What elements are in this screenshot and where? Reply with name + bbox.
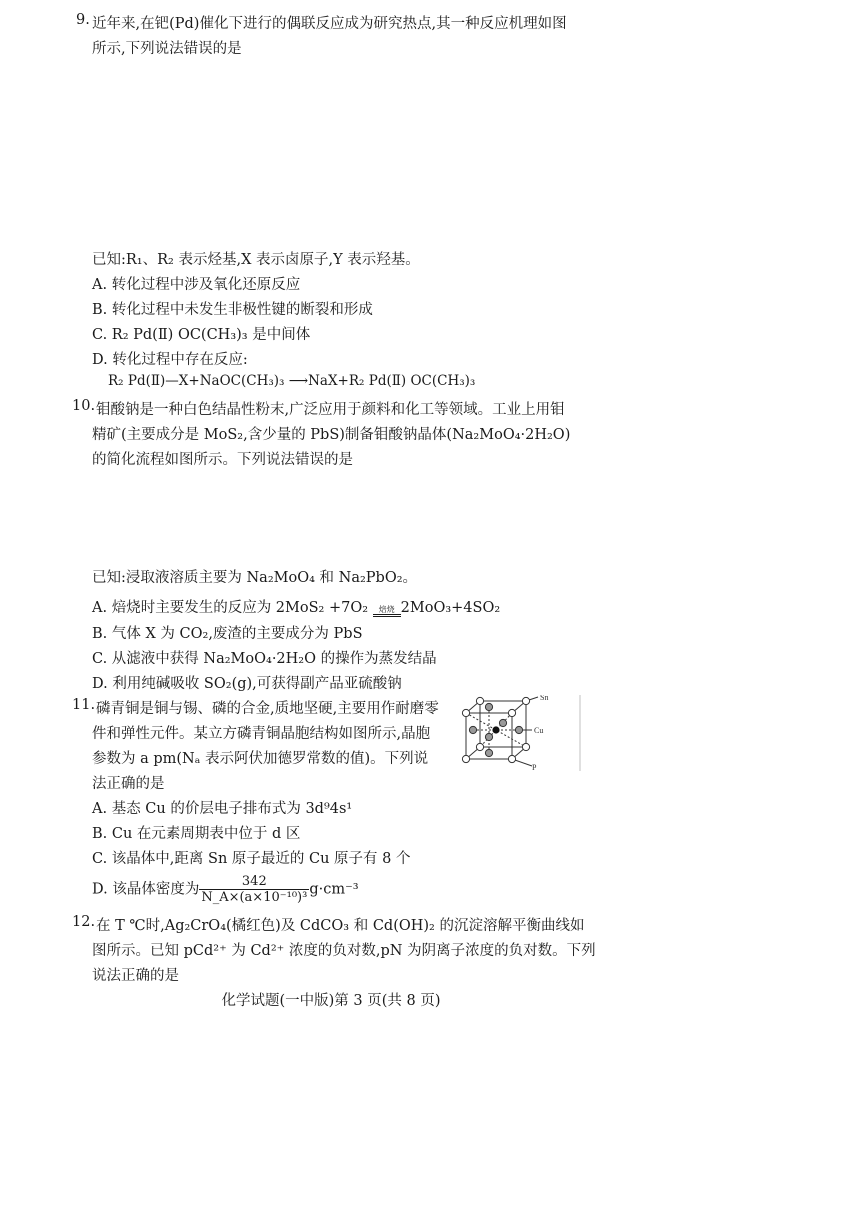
q9-number: 9.	[76, 12, 90, 28]
q10-condition: 焙烧	[373, 605, 401, 617]
q11-number: 11.	[72, 697, 96, 713]
q10-stem-line1: 钼酸钠是一种白色结晶性粉末,广泛应用于颜料和化工等领域。工业上用钼	[96, 402, 565, 418]
q10-option-a	[92, 596, 500, 617]
unit-cell-diagram	[458, 695, 582, 771]
q10-option-c: C. 从滤液中获得 Na₂MoO₄·2H₂O 的操作为蒸发结晶	[92, 651, 437, 667]
density-fraction	[199, 874, 309, 905]
q9-reaction: R₂ Pd(Ⅱ)—X+NaOC(CH₃)₃ ⟶NaX+R₂ Pd(Ⅱ) OC(CH₃)₃	[108, 373, 476, 389]
density-unit: g·cm⁻³	[309, 881, 359, 898]
crystal-cell-figure	[458, 695, 582, 775]
q10-option-b: B. 气体 X 为 CO₂,废渣的主要成分为 PbS	[92, 626, 363, 642]
q10-stem-line2: 精矿(主要成分是 MoS₂,含少量的 PbS)制备钼酸钠晶体(Na₂MoO₄·2H₂O)	[92, 427, 571, 443]
q12-stem-line3: 说法正确的是	[92, 968, 179, 984]
q10-stem-line3: 的简化流程如图所示。下列说法错误的是	[92, 452, 353, 468]
label-cu: Cu	[534, 726, 544, 735]
q11-option-d-prefix: D. 该晶体密度为	[92, 881, 200, 898]
q9-option-d: D. 转化过程中存在反应:	[92, 352, 248, 368]
q9-option-b: B. 转化过程中未发生非极性键的断裂和形成	[92, 302, 373, 318]
q9-stem-line2: 所示,下列说法错误的是	[92, 41, 242, 57]
label-sn: Sn	[540, 695, 549, 702]
page-footer: 化学试题(一中版)第 3 页(共 8 页)	[221, 993, 441, 1009]
density-numerator: 342	[199, 874, 309, 890]
q10-condition-arrow	[373, 605, 401, 617]
q10-option-a-suffix: 2MoO₃+4SO₂	[400, 600, 501, 616]
q12-stem-line2: 图所示。已知 pCd²⁺ 为 Cd²⁺ 浓度的负对数,pN 为阴离子浓度的负对数。下列	[92, 943, 596, 959]
label-p: P	[532, 763, 537, 771]
q12-number: 12.	[72, 914, 96, 930]
q11-stem-line3: 参数为 a pm(Nₐ 表示阿伏加德罗常数的值)。下列说	[92, 751, 429, 767]
q11-option-a: A. 基态 Cu 的价层电子排布式为 3d⁹4s¹	[92, 801, 353, 817]
q12-stem-line1: 在 T ℃时,Ag₂CrO₄(橘红色)及 CdCO₃ 和 Cd(OH)₂ 的沉淀溶解平衡曲线如	[96, 918, 585, 934]
q10-option-d: D. 利用纯碱吸收 SO₂(g),可获得副产品亚硫酸钠	[92, 676, 402, 692]
q11-stem-line1: 磷青铜是铜与锡、磷的合金,质地坚硬,主要用作耐磨零	[96, 701, 439, 717]
q11-option-b: B. Cu 在元素周期表中位于 d 区	[92, 826, 301, 842]
q10-number: 10.	[72, 398, 96, 414]
q11-option-d	[92, 874, 359, 905]
q9-known: 已知:R₁、R₂ 表示烃基,X 表示卤原子,Y 表示羟基。	[92, 252, 420, 268]
q9-option-c: C. R₂ Pd(Ⅱ) OC(CH₃)₃ 是中间体	[92, 327, 311, 343]
q11-stem-line2: 件和弹性元件。某立方磷青铜晶胞结构如图所示,晶胞	[92, 726, 431, 742]
q11-option-c: C. 该晶体中,距离 Sn 原子最近的 Cu 原子有 8 个	[92, 851, 411, 867]
density-denominator: N_A×(a×10⁻¹⁰)³	[201, 890, 308, 905]
q10-known: 已知:浸取液溶质主要为 Na₂MoO₄ 和 Na₂PbO₂。	[92, 570, 418, 586]
q9-stem-line1: 近年来,在钯(Pd)催化下进行的偶联反应成为研究热点,其一种反应机理如图	[92, 16, 567, 32]
q9-option-a: A. 转化过程中涉及氧化还原反应	[92, 277, 301, 293]
q11-stem-line4: 法正确的是	[92, 776, 165, 792]
q10-option-a-prefix: A. 焙烧时主要发生的反应为 2MoS₂ +7O₂	[92, 600, 373, 616]
